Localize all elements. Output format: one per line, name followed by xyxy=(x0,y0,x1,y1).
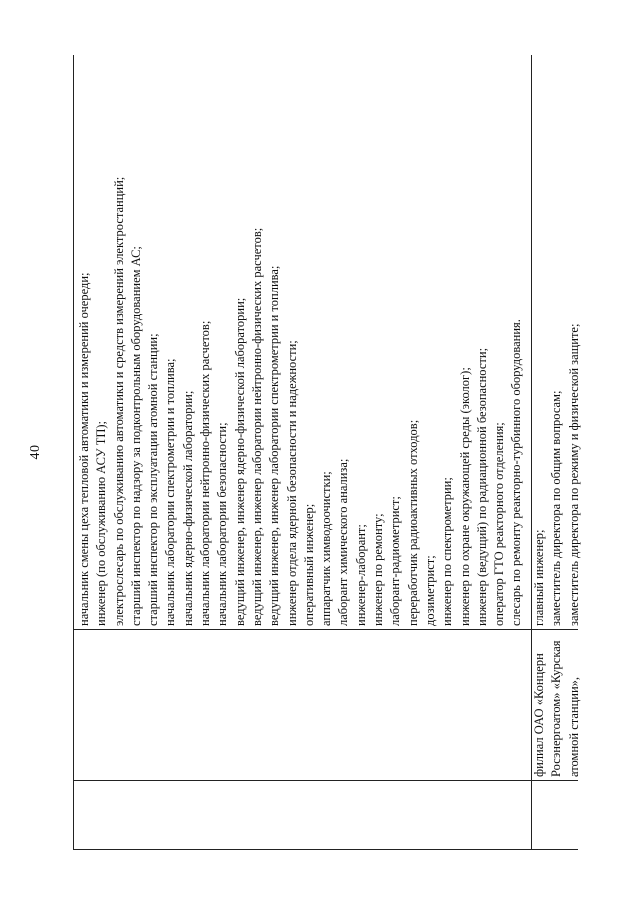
position-item: заместитель директора по режиму и физической защите; xyxy=(566,323,581,626)
position-item: старший инспектор по надзору за подконтрольным оборудованием АС; xyxy=(128,246,143,626)
position-item: ведущий инженер, инженер ядерно-физической лаборатории; xyxy=(232,297,247,626)
position-item: ведущий инженер, инженер лаборатории спектрометрии и топлива; xyxy=(267,265,282,626)
position-item: начальник лаборатории безопасности; xyxy=(215,422,230,626)
position-item: инженер по ремонту; xyxy=(371,513,386,626)
position-item: переработчик радиоактивных отходов; xyxy=(405,419,420,626)
position-item: лаборант-радиометрист; xyxy=(388,496,403,626)
position-item: электрослесарь по обслуживанию автоматики и средств измерений электростанций; xyxy=(111,176,126,626)
positions-list xyxy=(531,324,583,626)
position-item: главный инженер; xyxy=(532,529,546,626)
table-border-left xyxy=(73,849,578,850)
table-border-top xyxy=(73,55,74,850)
organization-line: Росэнергоатом» «Курская xyxy=(549,640,564,777)
position-item: начальник смены цеха тепловой автоматики и измерений очереди; xyxy=(77,272,91,626)
position-item: ведущий инженер, инженер лаборатории нейтронно-физических расчетов; xyxy=(249,227,264,626)
position-item: лаборант химического анализа; xyxy=(336,458,351,626)
position-item: начальник лаборатории нейтронно-физических расчетов; xyxy=(198,320,213,626)
position-item: инженер (ведущий) по радиационной безопасности; xyxy=(474,347,489,626)
table-column-divider xyxy=(73,780,578,781)
organization-line: атомной станции», xyxy=(566,676,581,777)
organization-line: филиал ОАО «Концерн xyxy=(532,653,546,777)
position-item: заместитель директора по общим вопросам; xyxy=(549,390,564,626)
page-number: 40 xyxy=(28,444,43,460)
organization-name xyxy=(531,640,583,777)
position-item: начальник ядерно-физической лаборатории; xyxy=(180,390,195,626)
table-inner-divider xyxy=(73,629,578,630)
position-item: оператор ГТО реакторного отделения; xyxy=(492,422,507,626)
positions-list xyxy=(76,177,526,626)
position-item: инженер-лаборант; xyxy=(353,524,368,626)
position-item: слесарь по ремонту реакторно-турбинного оборудования. xyxy=(509,319,524,626)
position-item: дозиметрист; xyxy=(422,555,437,626)
position-item: начальник лаборатории спектрометрии и топлива; xyxy=(163,358,178,626)
position-item: старший инспектор по эксплуатации атомной станции; xyxy=(146,333,161,626)
position-item: инженер отдела ядерной безопасности и надежности; xyxy=(284,340,299,626)
position-item: оперативный инженер; xyxy=(301,503,316,626)
rotated-table xyxy=(73,55,581,850)
position-item: инженер по охране окружающей среды (эколог); xyxy=(457,367,472,626)
position-item: аппаратчик химводоочистки; xyxy=(319,471,334,626)
position-item: инженер (по обслуживанию АСУ ТП); xyxy=(94,420,109,626)
position-item: инженер по спектрометрии; xyxy=(440,477,455,626)
